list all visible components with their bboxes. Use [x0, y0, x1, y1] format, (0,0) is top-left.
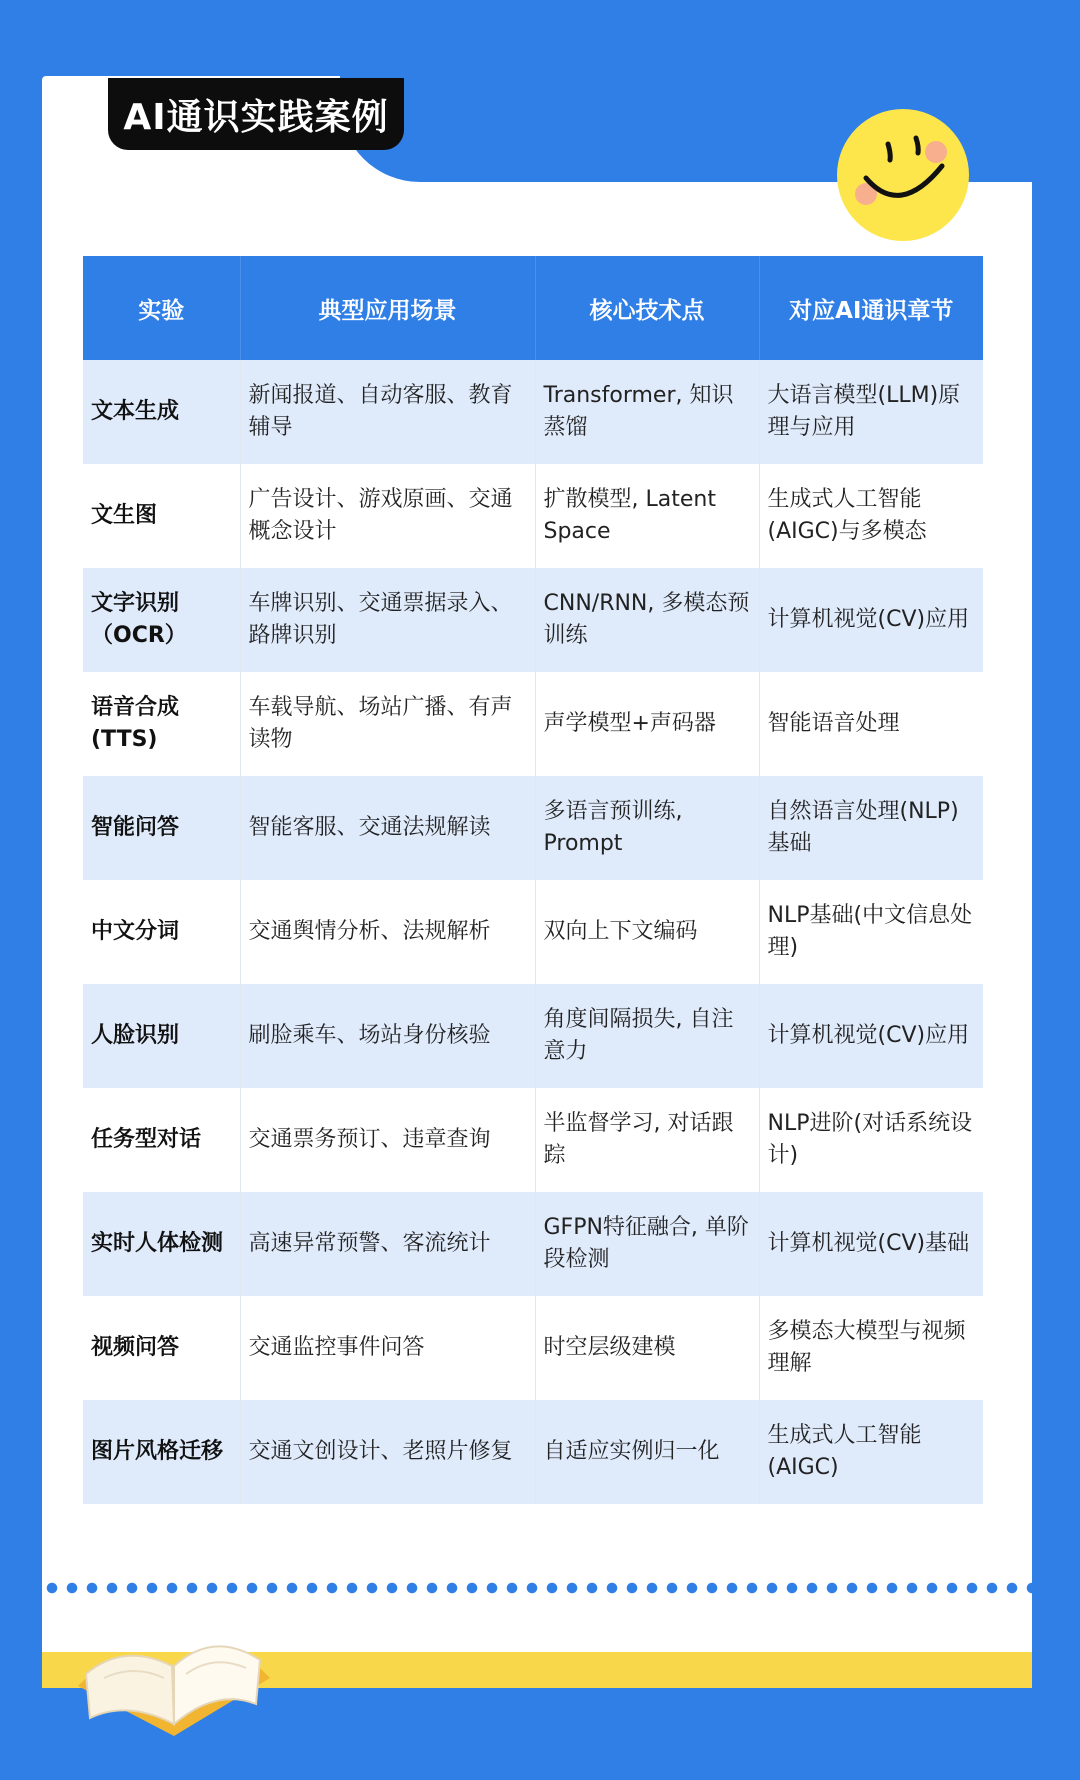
table-row — [83, 1088, 983, 1192]
cell-experiment: 语音合成(TTS) — [83, 672, 240, 776]
cell-scenario: 智能客服、交通法规解读 — [240, 776, 535, 880]
header-experiment: 实验 — [83, 256, 240, 360]
cell-core-tech: 扩散模型, Latent Space — [535, 464, 759, 568]
cell-scenario: 高速异常预警、客流统计 — [240, 1192, 535, 1296]
cell-scenario: 刷脸乘车、场站身份核验 — [240, 984, 535, 1088]
dotted-divider — [42, 1582, 1032, 1594]
smiley-face-icon — [836, 108, 970, 242]
cell-experiment: 图片风格迁移 — [83, 1400, 240, 1504]
page-title: AI通识实践案例 — [108, 78, 404, 150]
table-row — [83, 672, 983, 776]
cell-experiment: 文生图 — [83, 464, 240, 568]
cell-core-tech: 时空层级建模 — [535, 1296, 759, 1400]
cell-core-tech: 双向上下文编码 — [535, 880, 759, 984]
cell-scenario: 广告设计、游戏原画、交通概念设计 — [240, 464, 535, 568]
cell-chapter: 大语言模型(LLM)原理与应用 — [759, 360, 983, 464]
cell-core-tech: CNN/RNN, 多模态预训练 — [535, 568, 759, 672]
cell-scenario: 交通监控事件问答 — [240, 1296, 535, 1400]
cell-core-tech: 半监督学习, 对话跟踪 — [535, 1088, 759, 1192]
cell-chapter: 多模态大模型与视频理解 — [759, 1296, 983, 1400]
cell-scenario: 交通舆情分析、法规解析 — [240, 880, 535, 984]
cell-chapter: NLP进阶(对话系统设计) — [759, 1088, 983, 1192]
cell-experiment: 实时人体检测 — [83, 1192, 240, 1296]
cell-scenario: 交通票务预订、违章查询 — [240, 1088, 535, 1192]
cell-chapter: 计算机视觉(CV)应用 — [759, 568, 983, 672]
header-core-tech: 核心技术点 — [535, 256, 759, 360]
table-row — [83, 984, 983, 1088]
table-row — [83, 464, 983, 568]
table-row — [83, 568, 983, 672]
cell-experiment: 文本生成 — [83, 360, 240, 464]
cell-core-tech: Transformer, 知识蒸馏 — [535, 360, 759, 464]
cell-scenario: 车载导航、场站广播、有声读物 — [240, 672, 535, 776]
cell-scenario: 车牌识别、交通票据录入、路牌识别 — [240, 568, 535, 672]
cell-chapter: 计算机视觉(CV)基础 — [759, 1192, 983, 1296]
cell-scenario: 交通文创设计、老照片修复 — [240, 1400, 535, 1504]
cell-experiment: 中文分词 — [83, 880, 240, 984]
cell-core-tech: 多语言预训练, Prompt — [535, 776, 759, 880]
cell-scenario: 新闻报道、自动客服、教育辅导 — [240, 360, 535, 464]
cell-experiment: 智能问答 — [83, 776, 240, 880]
cell-experiment: 文字识别（OCR） — [83, 568, 240, 672]
cell-experiment: 视频问答 — [83, 1296, 240, 1400]
cell-core-tech: GFPN特征融合, 单阶段检测 — [535, 1192, 759, 1296]
cell-chapter: NLP基础(中文信息处理) — [759, 880, 983, 984]
table-header-row — [83, 256, 983, 360]
header-scenario: 典型应用场景 — [240, 256, 535, 360]
table-row — [83, 1400, 983, 1504]
cell-chapter: 计算机视觉(CV)应用 — [759, 984, 983, 1088]
cell-chapter: 自然语言处理(NLP)基础 — [759, 776, 983, 880]
table-row — [83, 1192, 983, 1296]
practice-cases-table — [83, 256, 983, 1504]
cell-core-tech: 角度间隔损失, 自注意力 — [535, 984, 759, 1088]
cell-chapter: 生成式人工智能(AIGC)与多模态 — [759, 464, 983, 568]
table-row — [83, 776, 983, 880]
cell-core-tech: 声学模型+声码器 — [535, 672, 759, 776]
cell-core-tech: 自适应实例归一化 — [535, 1400, 759, 1504]
cell-chapter: 生成式人工智能(AIGC) — [759, 1400, 983, 1504]
table-row — [83, 1296, 983, 1400]
cell-chapter: 智能语音处理 — [759, 672, 983, 776]
table-row — [83, 880, 983, 984]
cell-experiment: 任务型对话 — [83, 1088, 240, 1192]
open-book-icon — [64, 1608, 284, 1758]
table-row — [83, 360, 983, 464]
cell-experiment: 人脸识别 — [83, 984, 240, 1088]
header-chapter: 对应AI通识章节 — [759, 256, 983, 360]
